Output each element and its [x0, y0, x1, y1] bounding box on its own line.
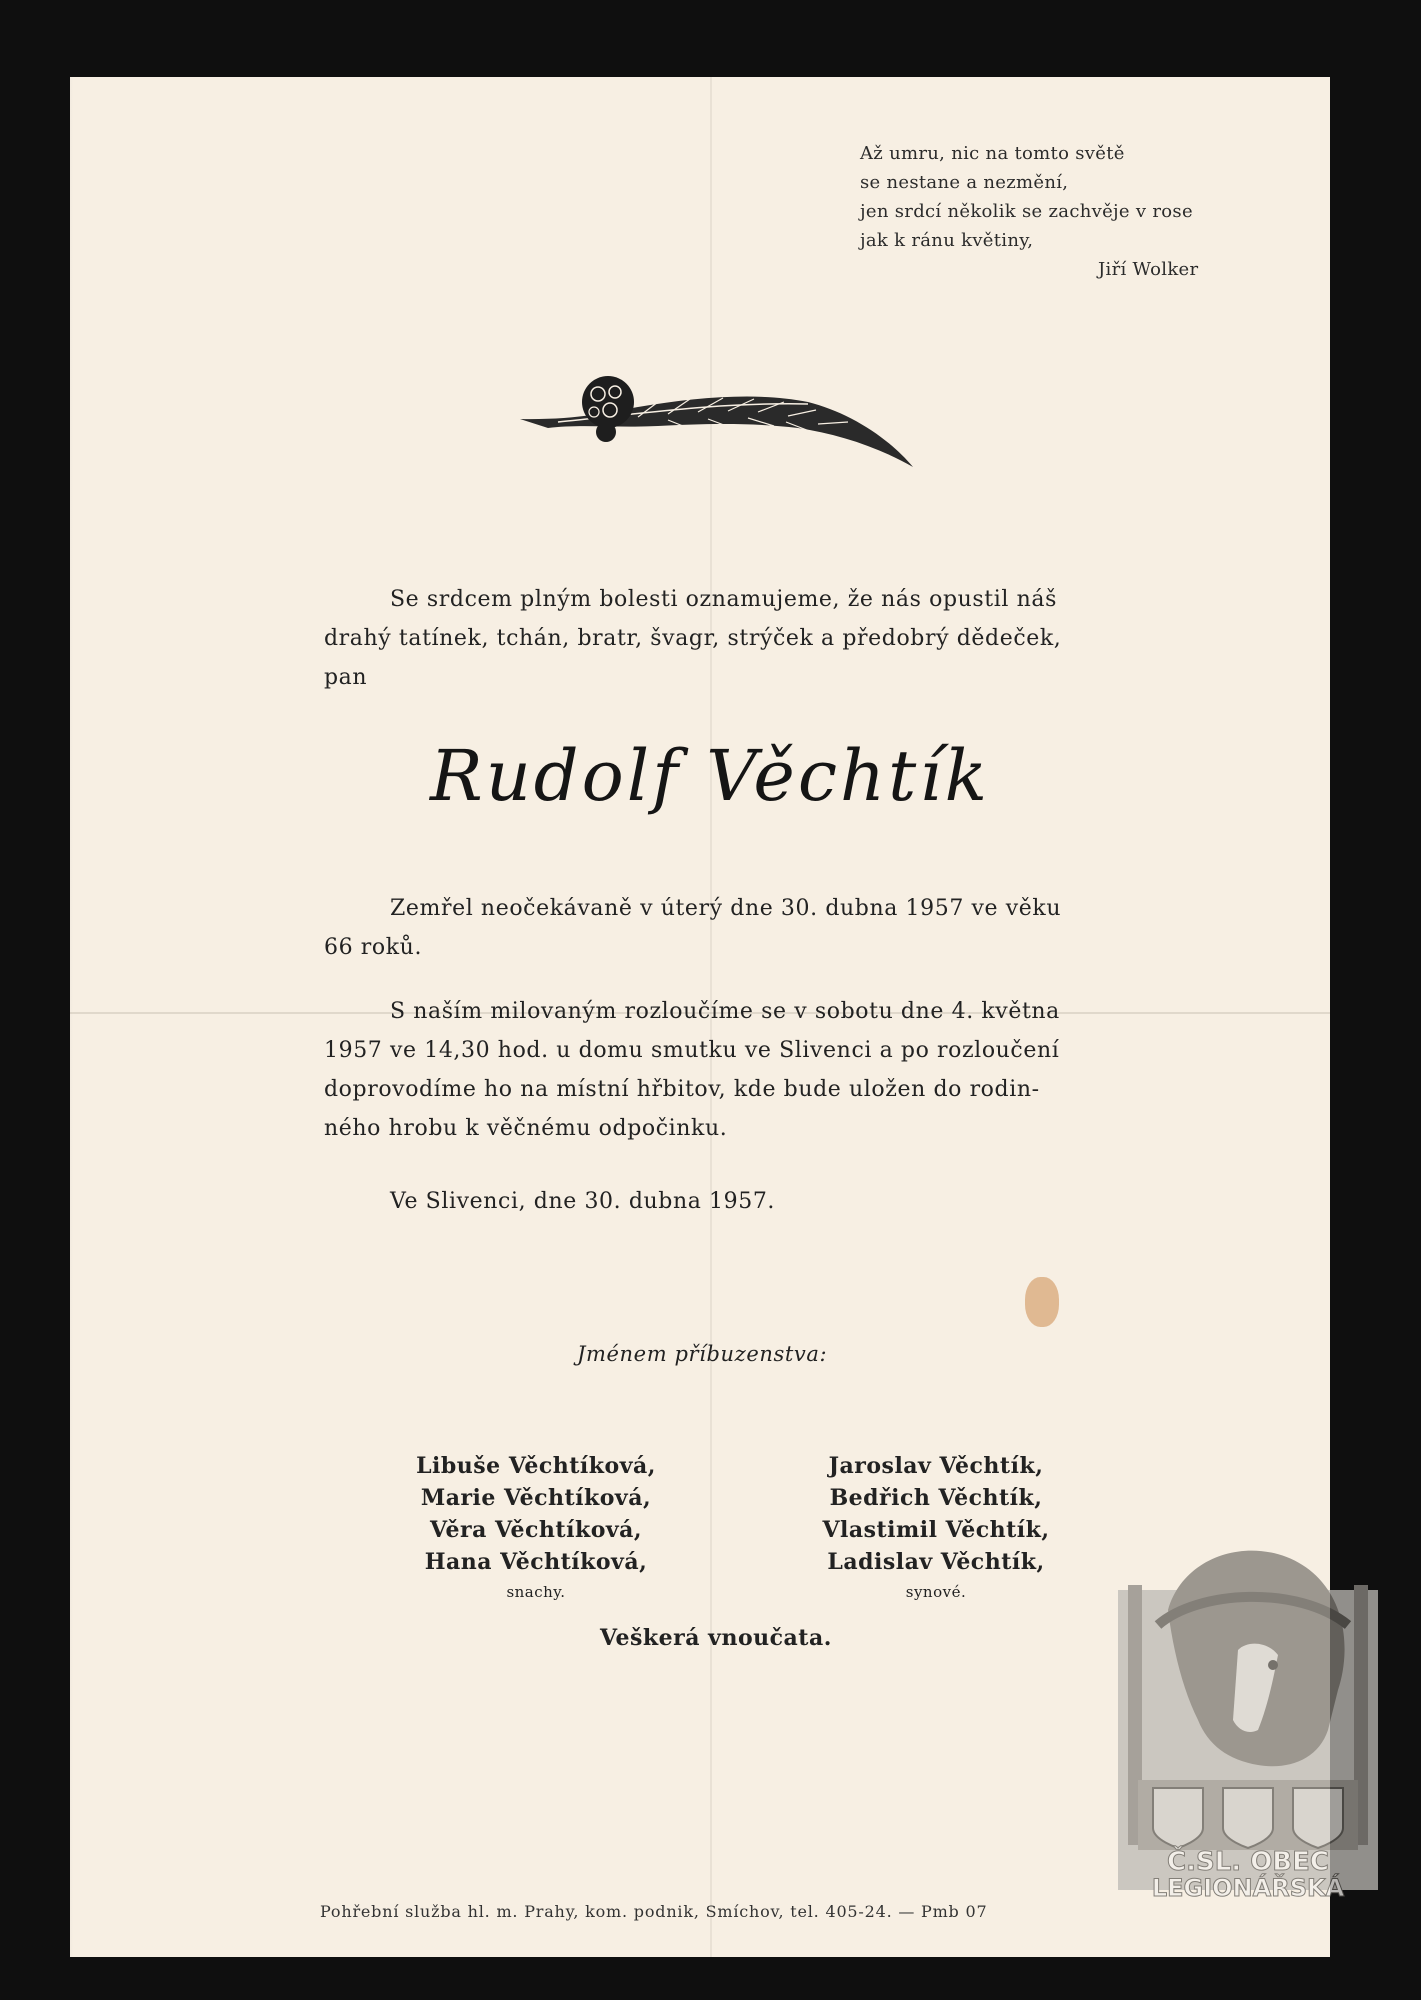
relation-label: synové.: [905, 1583, 967, 1601]
poem-quote: [860, 139, 1260, 284]
death-line: Zemřel neočekávaně v úterý dne 30. dubna 1957 ve věku: [390, 896, 1062, 921]
paper-stain: [1025, 1277, 1059, 1327]
death-paragraph: [324, 889, 1124, 967]
feather-icon: [518, 362, 918, 472]
announcement-paragraph: [324, 580, 1124, 697]
funeral-paragraph: [324, 992, 1124, 1148]
announcement-line: Se srdcem plným bolesti oznamujeme, že nás opustil náš: [390, 587, 1057, 612]
relative-name: Jaroslav Věchtík,: [828, 1453, 1044, 1479]
funeral-line: 1957 ve 14,30 hod. u domu smutku ve Slivenci a po rozloučení: [324, 1038, 1060, 1063]
poem-line: se nestane a nezmění,: [860, 172, 1069, 193]
legion-logo-watermark: [1098, 1530, 1398, 1900]
deceased-name: Rudolf Věchtík: [430, 735, 991, 817]
place-date: [324, 1182, 1124, 1221]
death-line: 66 roků.: [324, 935, 423, 960]
logo-text-line1: Č.SL. OBEC: [1167, 1847, 1329, 1877]
relative-name: Ladislav Věchtík,: [827, 1549, 1045, 1575]
announcement-line: drahý tatínek, tchán, bratr, švagr, strýček a předobrý dědeček,: [324, 626, 1062, 651]
relative-name: Libuše Věchtíková,: [416, 1453, 656, 1479]
relative-name: Vlastimil Věchtík,: [822, 1517, 1050, 1543]
logo-text-line2: LEGIONÁŘSKÁ: [1151, 1874, 1345, 1900]
family-intro: Jménem příbuzenstva:: [577, 1342, 828, 1366]
grandchildren-line: Veškerá vnoučata.: [600, 1625, 832, 1651]
sons-list: [786, 1450, 1086, 1606]
relative-name: Věra Věchtíková,: [429, 1517, 643, 1543]
relation-label: snachy.: [506, 1583, 566, 1601]
printer-footer: Pohřební služba hl. m. Prahy, kom. podnik, Smíchov, tel. 405-24. — Pmb 07: [320, 1902, 988, 1921]
funeral-line: S naším milovaným rozloučíme se v sobotu dne 4. května: [390, 999, 1060, 1024]
poem-line: jak k ránu květiny,: [860, 230, 1034, 251]
funeral-line: ného hrobu k věčnému odpočinku.: [324, 1116, 728, 1141]
funeral-line: doprovodíme ho na místní hřbitov, kde bude uložen do rodin-: [324, 1077, 1040, 1102]
poem-author: Jiří Wolker: [1098, 259, 1199, 280]
daughters-in-law-list: [386, 1450, 686, 1606]
relative-name: Bedřich Věchtík,: [829, 1485, 1043, 1511]
poem-line: Až umru, nic na tomto světě: [860, 143, 1125, 164]
announcement-line: pan: [324, 665, 368, 690]
relative-name: Marie Věchtíková,: [420, 1485, 652, 1511]
relative-name: Hana Věchtíková,: [424, 1549, 648, 1575]
poem-line: jen srdcí několik se zachvěje v rose: [860, 201, 1193, 222]
place-date-text: Ve Slivenci, dne 30. dubna 1957.: [390, 1189, 776, 1214]
